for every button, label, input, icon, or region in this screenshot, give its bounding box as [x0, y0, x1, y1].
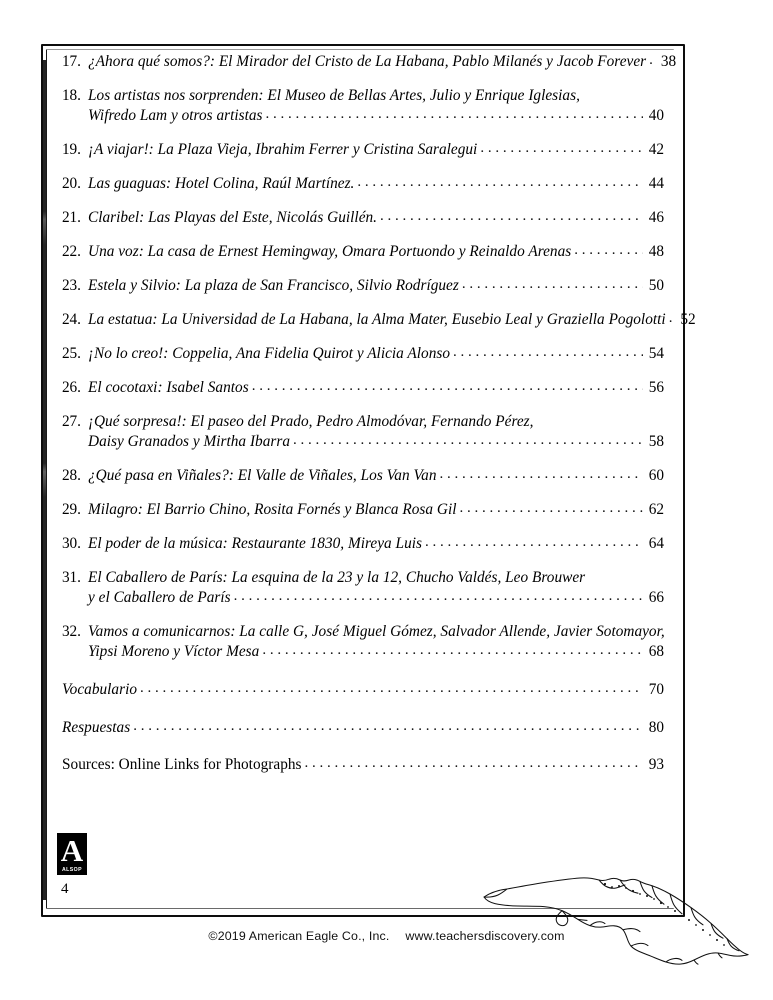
toc-entry-line [88, 106, 664, 127]
toc-entry-line [88, 344, 664, 365]
toc-entry-body [88, 466, 664, 487]
toc-entry-number: 30. [62, 534, 81, 552]
toc-page-number: 46 [648, 208, 664, 226]
toc-entry-number: 23. [62, 276, 81, 294]
toc-entry-number: 22. [62, 242, 81, 260]
toc-entry-line [88, 378, 664, 399]
toc-entry-body [88, 174, 664, 195]
alsop-logo [57, 833, 105, 875]
alsop-logo-letter: A [60, 833, 84, 868]
toc-page-number: 64 [648, 534, 664, 552]
toc-entry [62, 52, 677, 73]
toc-entry-title: Claribel: Las Playas del Este, Nicolás Guillén. [88, 208, 378, 226]
toc-entry-title: Los artistas nos sorprenden: El Museo de Bellas Artes, Julio y Enrique Iglesias, [88, 87, 580, 104]
toc-entry-title: Una voz: La casa de Ernest Hemingway, Omara Portuondo y Reinaldo Arenas [88, 242, 572, 260]
toc-entry-body [88, 52, 677, 73]
toc-leader-dots [252, 377, 643, 397]
toc-leader-dots [262, 641, 643, 661]
toc-entry-title: Milagro: El Barrio Chino, Rosita Fornés y Blanca Rosa Gil [88, 500, 457, 518]
toc-entry-title: Estela y Silvio: La plaza de San Francisco, Silvio Rodríguez [88, 276, 459, 294]
toc-leader-dots [133, 717, 643, 737]
toc-page-number: 48 [648, 242, 664, 260]
toc-leader-dots [669, 309, 675, 329]
toc-entry-title: ¡No lo creo!: Coppelia, Ana Fidelia Quirot y Alicia Alonso [88, 344, 451, 362]
toc-page-number: 58 [648, 432, 664, 450]
toc-backmatter-entry [62, 718, 664, 739]
toc-entry [62, 174, 664, 195]
toc-page-number: 56 [648, 378, 664, 396]
toc-entry-line [62, 680, 664, 701]
toc-leader-dots [380, 207, 643, 227]
toc-entry-title: Sources: Online Links for Photographs [62, 756, 302, 773]
toc-entry-line [88, 588, 664, 609]
toc-entry-body [88, 378, 664, 399]
toc-entry-title: Respuestas [62, 718, 131, 736]
toc-entry [62, 140, 664, 161]
toc-entry-number: 32. [62, 622, 81, 640]
toc-entry-number: 18. [62, 87, 81, 104]
toc-entry-body [62, 755, 664, 776]
toc-entry-line [62, 718, 664, 739]
toc-entry-line [88, 466, 664, 487]
toc-entry-title: La estatua: La Universidad de La Habana, la Alma Mater, Eusebio Leal y Graziella Pogolotti [88, 310, 666, 328]
toc-entry-line [88, 568, 664, 588]
toc-entry [62, 412, 664, 452]
toc-page-number: 42 [648, 140, 664, 158]
toc-page-number: 44 [648, 174, 664, 192]
toc-entry [62, 208, 664, 229]
toc-entry-number: 19. [62, 140, 81, 158]
toc-entry-line [88, 86, 664, 106]
toc-entry-title: El poder de la música: Restaurante 1830, Mireya Luis [88, 534, 422, 552]
toc-leader-dots [453, 343, 643, 363]
toc-entry [62, 534, 664, 555]
toc-entry [62, 378, 664, 399]
toc-leader-dots [480, 139, 643, 159]
toc-entry [62, 276, 664, 297]
toc-page-number: 40 [648, 106, 664, 124]
toc-backmatter-entry [62, 680, 664, 701]
table-of-contents [62, 52, 696, 793]
alsop-logo-wordmark: ALSOP [61, 867, 83, 873]
toc-leader-dots [266, 105, 643, 125]
toc-page-number: 80 [648, 718, 664, 736]
toc-page-number: 54 [648, 344, 664, 362]
toc-entry-number: 27. [62, 412, 81, 430]
toc-entry [62, 86, 664, 126]
toc-entry-body [88, 140, 664, 161]
toc-page-number: 60 [648, 466, 664, 484]
toc-entry [62, 344, 664, 365]
toc-entry-line [88, 432, 664, 453]
toc-entry-number: 17. [62, 53, 81, 70]
toc-entry-number: 21. [62, 208, 81, 226]
toc-entry-line [62, 755, 664, 776]
toc-leader-dots [462, 275, 643, 295]
toc-entry-line [88, 140, 664, 161]
toc-entry-title: ¿Ahora qué somos?: El Mirador del Cristo de La Habana, Pablo Milanés y Jacob Forever [88, 53, 647, 70]
toc-entry-number: 31. [62, 568, 81, 586]
toc-leader-dots [649, 51, 655, 71]
toc-entry-body [88, 344, 664, 365]
toc-page-number: 66 [648, 588, 664, 606]
toc-page-number: 52 [680, 310, 696, 328]
toc-entry-line [88, 534, 664, 555]
page-number: 4 [61, 881, 69, 897]
toc-entry-number: 26. [62, 378, 81, 396]
toc-leader-dots [574, 241, 643, 261]
toc-entry-number: 29. [62, 500, 81, 518]
toc-entry-body [88, 500, 664, 521]
toc-page-number: 62 [648, 500, 664, 518]
toc-page-number: 70 [648, 681, 664, 698]
toc-entry-body [62, 718, 664, 739]
page-border-left-rail [43, 60, 46, 900]
toc-entry-title: Vocabulario [62, 681, 138, 698]
toc-entry-body [88, 242, 664, 263]
footer-copyright-line [0, 929, 773, 943]
copyright-text: ©2019 American Eagle Co., Inc. [208, 929, 390, 943]
toc-entry-body [62, 680, 664, 701]
toc-page-number: 38 [660, 53, 677, 70]
toc-entry-line [88, 412, 664, 432]
toc-leader-dots [440, 465, 644, 485]
toc-page-number: 50 [648, 276, 664, 294]
toc-entry-title: El cocotaxi: Isabel Santos [88, 378, 249, 396]
toc-entry [62, 622, 664, 662]
toc-entry [62, 466, 664, 487]
toc-entry-body [88, 534, 664, 555]
toc-leader-dots [234, 587, 643, 607]
toc-entry-body [88, 276, 664, 297]
toc-entry-title: Las guaguas: Hotel Colina, Raúl Martínez. [88, 174, 355, 192]
toc-entry-title: y el Caballero de París [88, 588, 231, 606]
toc-leader-dots [140, 679, 643, 699]
toc-entry-line [88, 174, 664, 195]
toc-leader-dots [293, 431, 643, 451]
toc-leader-dots [357, 173, 643, 193]
alsop-logo-mark [57, 833, 87, 875]
toc-leader-dots [305, 754, 643, 774]
toc-entry-body [88, 412, 664, 452]
toc-entry-body [88, 568, 664, 608]
toc-entry-number: 20. [62, 174, 81, 192]
toc-entry-body [88, 310, 696, 331]
toc-entry-title: Daisy Granados y Mirtha Ibarra [88, 432, 291, 450]
website-text: www.teachersdiscovery.com [405, 929, 565, 943]
toc-leader-dots [460, 499, 643, 519]
toc-entry-number: 28. [62, 466, 81, 484]
toc-backmatter-entry [62, 755, 664, 776]
toc-entry-title: ¡A viajar!: La Plaza Vieja, Ibrahim Ferrer y Cristina Saralegui [88, 140, 478, 158]
toc-entry-body [88, 622, 664, 662]
toc-entry-title: Wifredo Lam y otros artistas [88, 106, 263, 124]
toc-entry-body [88, 86, 664, 126]
toc-entry-line [88, 52, 677, 73]
toc-entry-number: 24. [62, 310, 81, 328]
toc-entry-title: ¿Qué pasa en Viñales?: El Valle de Viñales, Los Van Van [88, 466, 437, 484]
toc-entry-line [88, 242, 664, 263]
toc-page-number: 93 [648, 756, 664, 773]
toc-entry-line [88, 276, 664, 297]
toc-entry-number: 25. [62, 344, 81, 362]
toc-entry [62, 500, 664, 521]
toc-page-number: 68 [648, 642, 664, 660]
toc-entry-body [88, 208, 664, 229]
toc-entry [62, 310, 696, 331]
toc-entry-title: Vamos a comunicarnos: La calle G, José Miguel Gómez, Salvador Allende, Javier Sotomayor, [88, 622, 665, 640]
toc-entry-line [88, 500, 664, 521]
toc-entry-title: ¡Qué sorpresa!: El paseo del Prado, Pedro Almodóvar, Fernando Pérez, [88, 412, 534, 430]
toc-entry-line [88, 310, 696, 331]
toc-entry-title: Yipsi Moreno y Víctor Mesa [88, 642, 260, 660]
toc-entry [62, 568, 664, 608]
toc-entry-line [88, 208, 664, 229]
toc-entry-line [88, 642, 664, 663]
toc-entry-line [88, 622, 664, 642]
toc-leader-dots [425, 533, 643, 553]
toc-entry [62, 242, 664, 263]
toc-entry-title: El Caballero de París: La esquina de la 23 y la 12, Chucho Valdés, Leo Brouwer [88, 568, 586, 586]
